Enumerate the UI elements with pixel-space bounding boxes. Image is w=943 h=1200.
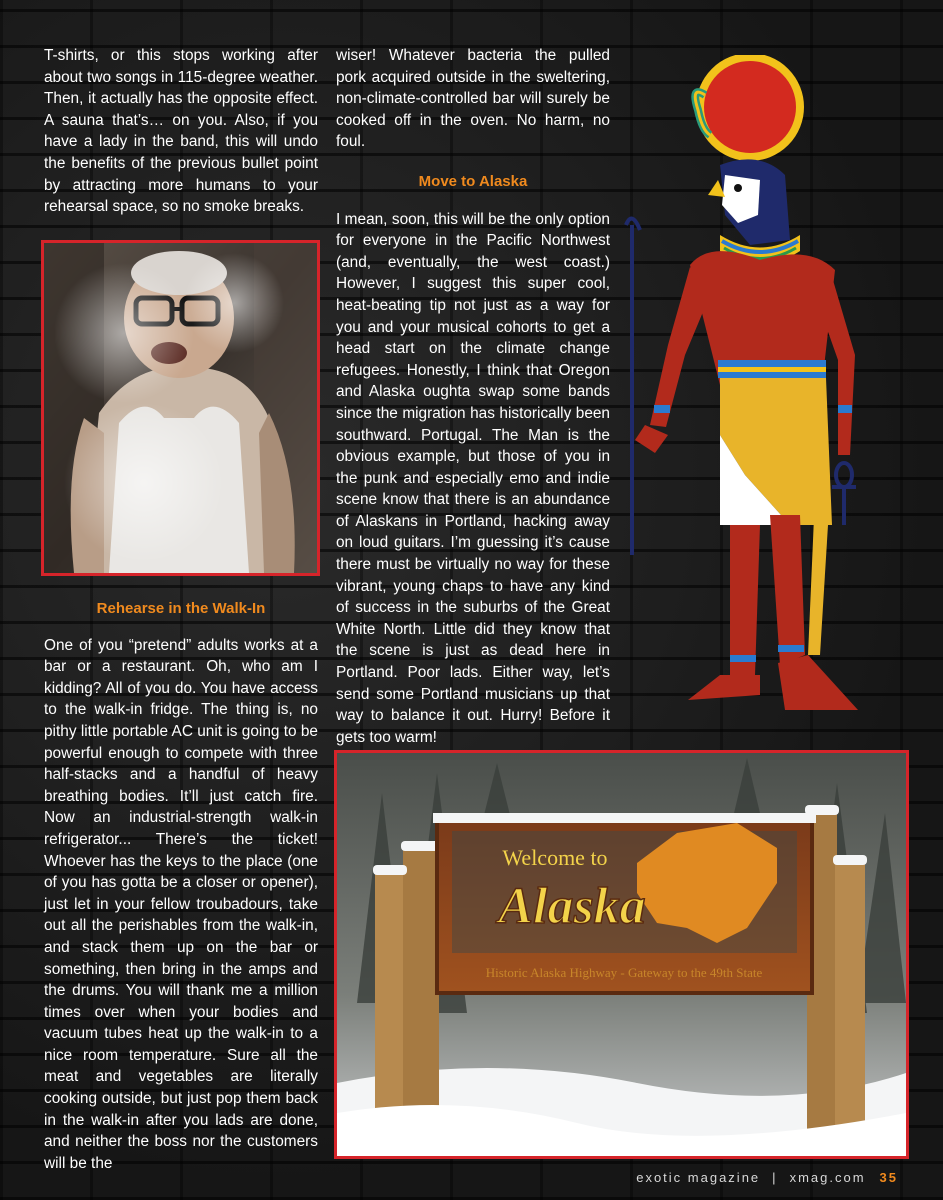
heading-alaska: Move to Alaska <box>418 172 528 190</box>
photo-alaska-sign <box>334 750 909 1159</box>
footer-magazine-name: exotic magazine <box>636 1170 761 1185</box>
alaska-sign-illustration <box>337 753 906 1156</box>
footer-separator: | <box>772 1170 778 1185</box>
paragraph-tshirts: T-shirts, or this stops working after about two songs in 115-degree weather. Then, it actually has the opposite effect. A sauna that’s… on you. Also, if you have a lady in the band, this will undo the benefits of the previous bullet point by attracting more humans to your rehearsal space, so no smoke breaks. <box>44 47 318 216</box>
paragraph-alaska: I mean, soon, this will be the only option for everyone in the Pacific Northwest (and, eventually, the west coast.) However, I suggest this super cool, heat-beating tip not just as a way for you and your musical cohorts to get a head start on the climate change refugees. Honestly, I think that Oregon and Alaska oughta swap some bands since the migration has historically been southward. Portugal. The Man is the obvious example, but those of you in the punk and especially emo and indie scene know that there is an abundance of Alaskans in Portland, hacking away on loud guitars. I’m guessing it’s cause there must be virtually no way for these vibrant, young chaps to have any kind of success in the suburbs of the Great White North. Little did they know that the scene is just as dead here in Portland. Poor lads. Either way, let’s send some Portland musicians up that way to balance it out. Hurry! Before it gets too warm! <box>336 210 610 746</box>
paragraph-bacteria: wiser! Whatever bacteria the pulled pork acquired outside in the sweltering, non-climate-controlled bar will surely be cooked off in the oven. No harm, no foul. <box>336 47 610 151</box>
paragraph-walk-in: One of you “pretend” adults works at a bar or a restaurant. Oh, who am I kidding? All of you do. You have access to the walk-in fridge. The thing is, no pithy little portable AC unit is going to be powerful enough to compete with three half-stacks and a handful of heavy breathing bodies. It’ll just catch fire. Now an industrial-strength walk-in refrigerator... There’s the ticket! Whoever has the keys to the place (one of you has gotta be a closer or opener), just let in your fellow troubadours, take out all the perishables from the walk-in, and stack them up on the bar or something, then bring in the amps and the drums. You will thank me a million times over when your bodies and vacuum tubes heat up the walk-in to a nice room temperature. Sure all the meat and vegetables are literally cooking outside, but just pop them back in the walk-in after you lads are done, and neither the boss nor the customers will be the <box>44 636 318 1172</box>
page-footer <box>636 1170 898 1185</box>
sign-subtitle-text: Historic Alaska Highway - Gateway to the 49th State <box>485 965 763 980</box>
sign-alaska-text: Alaska <box>498 878 646 935</box>
column-left <box>44 45 318 218</box>
sign-welcome-text: Welcome to <box>502 845 608 870</box>
heading-walk-in: Rehearse in the Walk-In <box>96 600 266 617</box>
photo-man-in-tank-top <box>41 240 320 576</box>
egyptian-god-horus-illustration <box>610 55 870 725</box>
footer-site-link[interactable]: xmag.com <box>789 1170 866 1185</box>
page-number: 35 <box>879 1170 898 1185</box>
column-middle <box>336 45 610 748</box>
man-photo-illustration <box>44 243 317 573</box>
column-left-lower <box>44 598 318 1174</box>
